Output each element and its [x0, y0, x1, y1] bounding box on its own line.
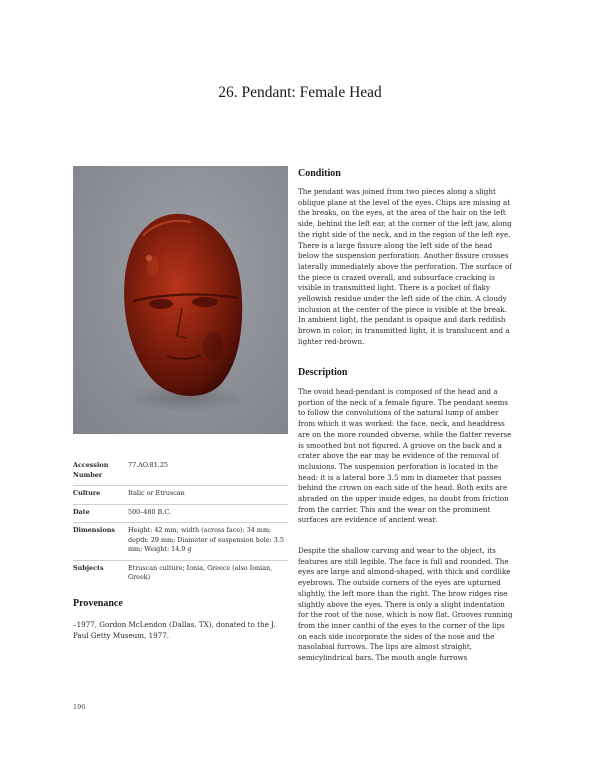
- metadata-label: Accession Number: [73, 461, 109, 479]
- metadata-row-date: [73, 505, 288, 524]
- metadata-label: Dimensions: [73, 526, 115, 534]
- description-paragraph-1: The ovoid head-pendant is composed of the head and a portion of the neck of a female figure. The pendant seems to follow the convolutions of the natural lump of amber from which it was worked: the face, neck, and headdress are on the more rounded obverse, while the flatter reverse is smoothed but not figured. A groove on the back and a crater above the ear may be evidence of the removal of inclusions. The suspension perforation is located in the head: it is a lateral bore 3.5 mm in diameter that passes behind the crown on each side of the head. Both exits are abraded on the upper inside edges, no doubt from friction from the carrier. This and the wear on the prominent surfaces are evidence of ancient wear.: [298, 387, 512, 525]
- metadata-label: Subjects: [73, 563, 104, 572]
- artifact-photo: [73, 166, 288, 434]
- condition-heading: Condition: [298, 168, 341, 179]
- metadata-row-accession: [73, 458, 288, 486]
- metadata-value: 77.AO.81.25: [128, 461, 168, 469]
- metadata-value: Etruscan culture; Ionia, Greece (also Ionian, Greek): [128, 563, 273, 581]
- metadata-row-culture: [73, 486, 288, 505]
- amber-pendant-image: [73, 166, 288, 434]
- condition-text: The pendant was joined from two pieces along a slight oblique plane at the level of the eyes. Chips are missing at the breaks, on the eyes, at the area of the hair on the left side, behind the left ear, at the corner of the left jaw, along the right side of the neck, and in the region of the left eye. There is a large fissure along the left side of the head below the suspension perforation. Another fissure crosses laterally immediately above the perforation. The surface of the piece is crazed overall, and subsurface cracking is visible in transmitted light. There is a pocket of flaky yellowish residue under the left side of the chin. A cloudy inclusion at the center of the piece is visible at the break. In ambient light, the pendant is opaque and dark reddish brown in color; in transmitted light, it is translucent and a lighter red-brown.: [298, 187, 512, 346]
- metadata-row-dimensions: [73, 523, 288, 561]
- metadata-value: 500–480 B.C.: [128, 507, 172, 516]
- provenance-heading: Provenance: [73, 598, 123, 609]
- page-number: 196: [73, 703, 86, 711]
- description-paragraph-2: Despite the shallow carving and wear to the object, its features are still legible. The face is full and rounded. The eyes are large and almond-shaped, with thick and cordlike eyebrows. The outside corners of the eyes are upturned slightly, the left more than the right. The brow ridges rise slightly above the eyes. There is only a slight indentation for the root of the nose, which is now flat. Grooves running from the inner canthi of the eyes to the corner of the lips on each side incorporate the sides of the nose and the nasolabial furrows. The lips are almost straight, semicylindrical bars. The mouth angle furrows: [298, 546, 513, 663]
- object-metadata-table: [73, 458, 288, 588]
- metadata-value: Italic or Etruscan: [128, 489, 185, 497]
- metadata-row-subjects: [73, 561, 288, 588]
- metadata-label: Culture: [73, 489, 101, 497]
- page-title: 26. Pendant: Female Head: [218, 84, 382, 101]
- provenance-text: –1977, Gordon McLendon (Dallas, TX), donated to the J. Paul Getty Museum, 1977.: [73, 620, 276, 640]
- description-heading: Description: [298, 367, 348, 378]
- metadata-label: Date: [73, 507, 90, 516]
- metadata-value: Height: 42 mm; width (across face): 34 mm; depth: 29 mm; Diameter of suspension hole: 3.5 mm; Weight: 14.9 g: [128, 526, 284, 553]
